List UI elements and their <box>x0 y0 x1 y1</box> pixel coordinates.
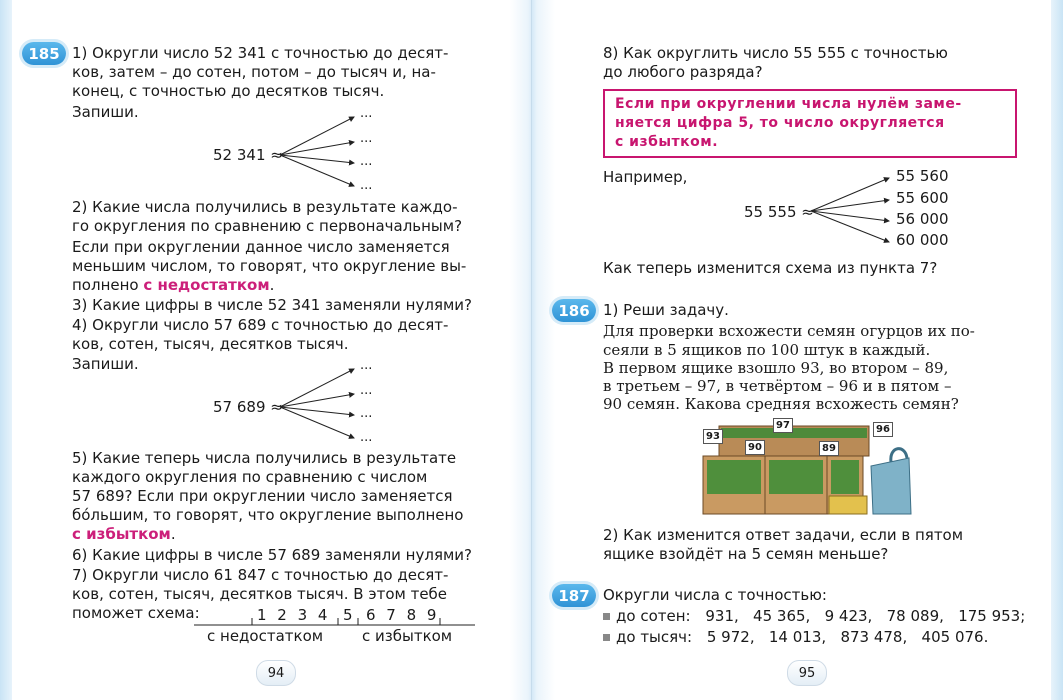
q5-line-1: 5) Какие теперь числа получились в результате <box>72 449 457 467</box>
ex186-q2-line-2: ящике взойдёт на 5 семян меньше? <box>603 545 889 563</box>
ex186-text-5: 90 семян. Какова средняя всхожесть семян? <box>603 395 959 413</box>
rule2-line <box>72 525 176 544</box>
rule1-line-3 <box>72 276 274 295</box>
scheme1-dots-2: ... <box>360 131 373 146</box>
scheme2-dots-1: ... <box>360 358 373 373</box>
term-nedostatok: с недостатком <box>143 276 270 294</box>
example-result-3: 56 000 <box>896 210 949 228</box>
q6: 6) Какие цифры в числе 57 689 заменяли нулями? <box>72 546 472 564</box>
ex186-text-1: Для проверки всхожести семян огурцов их по- <box>603 322 975 340</box>
q7-line-3: поможет схема: <box>72 604 200 622</box>
scheme2-number: 57 689 ≈ <box>213 398 283 416</box>
ex186-q2-line-1: 2) Как изменится ответ задачи, если в пятом <box>603 526 964 544</box>
ex187-line-1-values: 931, 45 365, 9 423, 78 089, 175 953; <box>705 607 1026 625</box>
ex187-line-1-label: до сотен: <box>616 607 691 625</box>
question-after-example: Как теперь изменится схема из пункта 7? <box>603 259 938 277</box>
scheme2-dots-2: ... <box>360 383 373 398</box>
rule-box-line-2: няется цифра 5, то число округляется <box>615 115 945 131</box>
box-label-97: 97 <box>773 418 793 433</box>
q4-line-2: ков, сотен, тысяч, десятков тысяч. <box>72 335 349 353</box>
ex186-text-2: сеяли в 5 ящиков по 100 штук в каждый. <box>603 341 931 359</box>
q5-line-4: бо́льшим, то говорят, что округление выполнено <box>72 506 464 524</box>
digit-mid: 5 <box>343 606 353 624</box>
example-result-2: 55 600 <box>896 189 949 207</box>
rule1-prefix: полнено <box>72 276 139 294</box>
scheme1-dots-4: ... <box>360 178 373 193</box>
q1-line-3: конец, с точностью до десятков тысяч. <box>72 82 385 100</box>
rule2-end: . <box>170 525 176 543</box>
q1-line-2: ков, затем – до сотен, потом – до тысяч и, на- <box>72 63 436 81</box>
ex187-line-2-label: до тысяч: <box>616 628 693 646</box>
scheme1-number: 52 341 ≈ <box>213 146 283 164</box>
ex186-title: 1) Реши задачу. <box>603 301 729 319</box>
ex187-title: Округли числа с точностью: <box>603 586 827 604</box>
q7-line-2: ков, сотен, тысяч, десятков тысяч. В этом тебе <box>72 585 448 603</box>
left-page-margin-strip <box>0 0 12 700</box>
example-result-4: 60 000 <box>896 231 949 249</box>
exercise-187-badge: 187 <box>552 584 596 607</box>
right-page <box>531 0 1063 700</box>
q8-line-2: до любого разряда? <box>603 63 763 81</box>
q2-line-1: 2) Какие числа получились в результате каждо- <box>72 198 458 216</box>
q1-line-1: 1) Округли число 52 341 с точностью до десят- <box>72 44 449 62</box>
example-label: Например, <box>603 168 688 186</box>
page-number-94: 94 <box>256 660 296 686</box>
digits-high: 6 7 8 9 <box>366 606 440 624</box>
rule-box-line-1: Если при округлении числа нулём заме- <box>615 96 962 112</box>
exercise-186-badge: 186 <box>552 299 596 322</box>
bullet-square-icon <box>603 613 610 620</box>
example-arrows <box>809 171 899 251</box>
page-number-95: 95 <box>787 660 827 686</box>
q4-line-1: 4) Округли число 57 689 с точностью до десят- <box>72 316 449 334</box>
q7-line-1: 7) Округли число 61 847 с точностью до десят- <box>72 566 449 584</box>
scheme2-dots-4: ... <box>360 430 373 445</box>
ex187-line-1 <box>603 607 1025 626</box>
write-label-1: Запиши. <box>72 103 139 121</box>
label-nedostatok: с недостатком <box>207 627 324 645</box>
write-label-2: Запиши. <box>72 355 139 373</box>
q3: 3) Какие цифры в числе 52 341 заменяли нулями? <box>72 296 472 314</box>
q8-line-1: 8) Как округлить число 55 555 с точностью <box>603 44 948 62</box>
scheme1-dots-1: ... <box>360 106 373 121</box>
scheme2-arrows <box>278 365 368 445</box>
q2-line-2: го округления по сравнению с первоначальным? <box>72 217 463 235</box>
q5-line-2: каждого округления по сравнению с числом <box>72 468 428 486</box>
rule-box-line-3: с избытком. <box>615 134 719 150</box>
box-label-93: 93 <box>703 429 723 444</box>
term-izbytok: с избытком <box>72 525 171 543</box>
left-page <box>0 0 531 700</box>
example-result-1: 55 560 <box>896 167 949 185</box>
digits-low: 1 2 3 4 <box>257 606 331 624</box>
rule-box <box>603 89 1017 158</box>
bullet-square-icon <box>603 634 610 641</box>
scheme2-dots-3: ... <box>360 406 373 421</box>
rule1-line-1: Если при округлении данное число заменяется <box>72 238 450 256</box>
box-label-89: 89 <box>819 441 839 456</box>
right-page-margin-strip <box>1051 0 1063 700</box>
scheme1-dots-3: ... <box>360 154 373 169</box>
ex186-text-4: в третьем – 97, в четвёртом – 96 и в пятом – <box>603 377 952 395</box>
ex187-line-2 <box>603 628 988 647</box>
rule1-line-2: меньшим числом, то говорят, что округление вы- <box>72 257 467 275</box>
exercise-185-badge: 185 <box>22 42 66 65</box>
label-izbytok: с избытком <box>362 627 453 645</box>
ex186-text-3: В первом ящике взошло 93, во втором – 89, <box>603 359 949 377</box>
scheme1-arrows <box>278 113 368 193</box>
ex187-line-2-values: 5 972, 14 013, 873 478, 405 076. <box>706 628 989 646</box>
rule1-end: . <box>269 276 275 294</box>
seedling-boxes-illustration <box>701 418 921 522</box>
box-label-90: 90 <box>745 440 765 455</box>
box-label-96: 96 <box>873 422 893 437</box>
q5-line-3: 57 689? Если при округлении число заменяется <box>72 487 453 505</box>
example-number: 55 555 ≈ <box>744 203 814 221</box>
